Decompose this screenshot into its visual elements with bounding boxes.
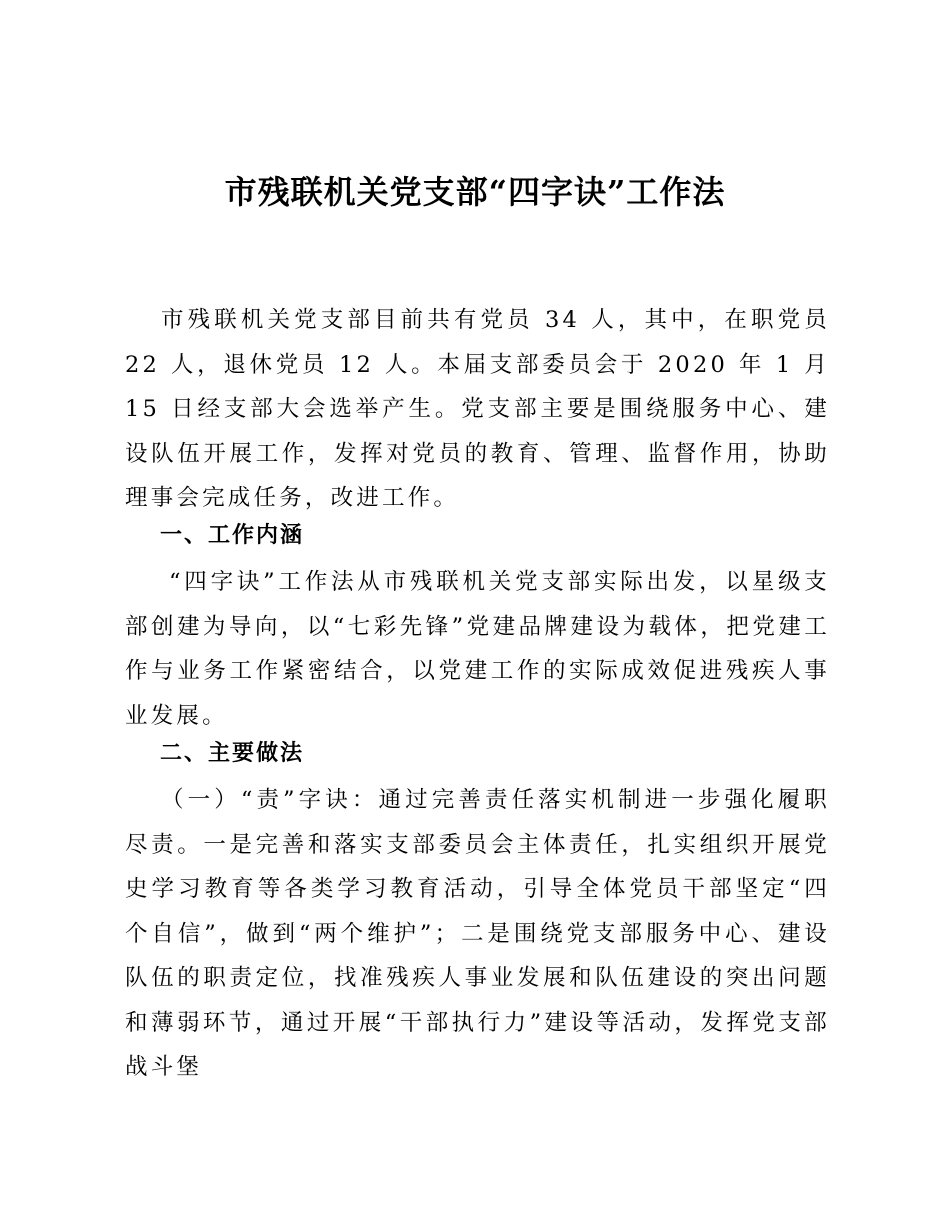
- section-heading-main-practices: 二、主要做法: [160, 741, 305, 766]
- section2-paragraph: （一）“责”字诀：通过完善责任落实机制进一步强化履职尽责。一是完善和落实支部委员会主体责任，扎实组织开展党史学习教育等各类学习教育活动，引导全体党员干部坚定“四个自信”，做到“两个维护”；二是围绕党支部服务中心、建设队伍的职责定位，找准残疾人事业发展和队伍建设的突出问题和薄弱环节，通过开展“干部执行力”建设等活动，发挥党支部战斗堡: [125, 787, 830, 1080]
- intro-paragraph: 市残联机关党支部目前共有党员 34 人，其中，在职党员 22 人，退休党员 12 人。本届支部委员会于 2020 年 1 月 15 日经支部大会选举产生。党支部主要是围绕服务中心、建设队伍开展工作，发挥对党员的教育、管理、监督作用，协助理事会完成任务，改进工作。: [125, 307, 830, 511]
- section-heading-work-connotation: 一、工作内涵: [160, 523, 305, 548]
- section1-paragraph: “四字诀”工作法从市残联机关党支部实际出发，以星级支部创建为导向，以“七彩先锋”党建品牌建设为载体，把党建工作与业务工作紧密结合，以党建工作的实际成效促进残疾人事业发展。: [125, 569, 830, 729]
- document-title: 市残联机关党支部“四字诀”工作法: [224, 173, 726, 211]
